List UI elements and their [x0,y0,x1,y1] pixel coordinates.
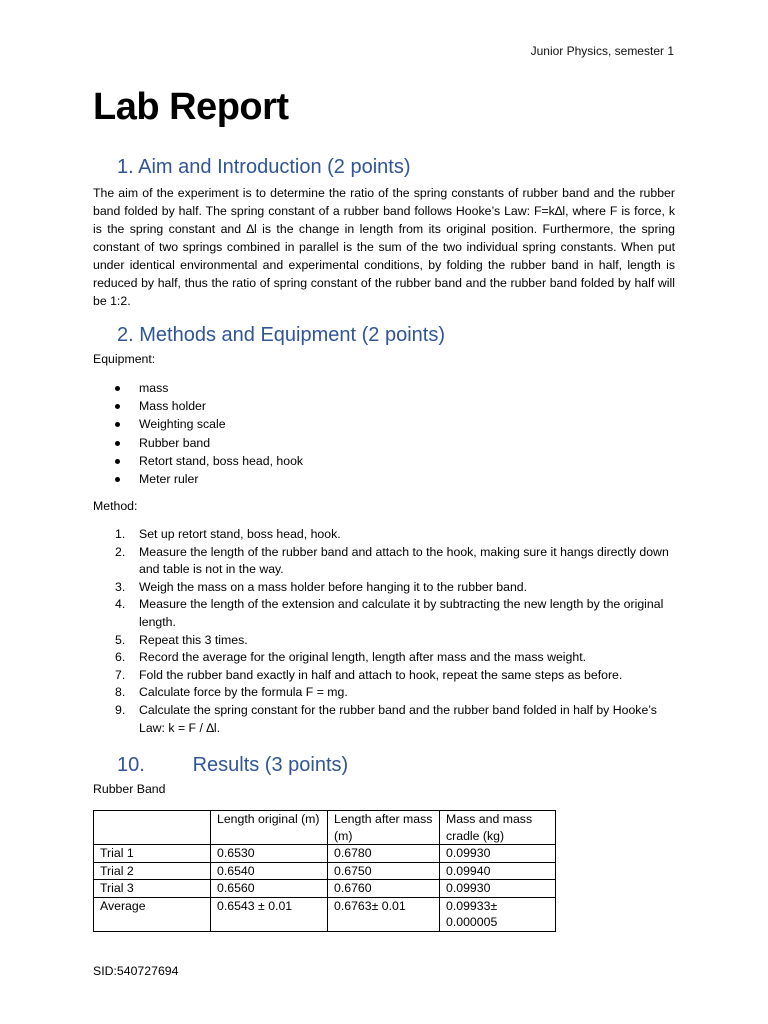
table-cell: 0.09930 [440,880,556,898]
aim-paragraph: The aim of the experiment is to determine the ratio of the spring constants of rubber band and the rubber band folded by half. The spring constant of a rubber band follows Hooke’s Law: F=k∆l, where F is force, k is the spring constant and ∆l is the change in length from its original position. Furthermore, the spring constant of two springs combined in parallel is the sum of the two individual spring constants. When put under identical environmental and experimental conditions, by folding the rubber band in half, length is reduced by half, thus the ratio of spring constant of the rubber band and the rubber band folded by half will be 1:2. [93,186,675,308]
table-cell: Average [94,897,211,931]
bullet-icon [115,459,120,464]
table-cell: 0.09940 [440,862,556,880]
table-header-cell [94,811,211,845]
table-cell: 0.6750 [328,862,440,880]
list-item: 3. Weigh the mass on a mass holder before hanging it to the rubber band. [115,579,528,594]
list-item: Weighting scale [93,415,303,433]
list-item: Meter ruler [93,470,303,488]
table-header-cell: Length original (m) [211,811,328,845]
list-item: mass [93,379,303,397]
list-item: Rubber band [93,434,303,452]
table-row [94,845,556,863]
list-item: 5. Repeat this 3 times. [115,632,248,647]
table-cell: 0.09930 [440,845,556,863]
table-cell: 0.6763± 0.01 [328,897,440,931]
table-cell: Trial 2 [94,862,211,880]
footer-sid: SID:540727694 [93,964,179,978]
table-cell: 0.6540 [211,862,328,880]
bullet-icon [115,477,120,482]
list-item: 4. Measure the length of the extension and calculate it by subtracting the new length by the original length. [115,597,664,629]
list-item: 2. Measure the length of the rubber band and attach to the hook, making sure it hangs directly down and table is not in the way. [115,544,669,577]
table-cell: Trial 1 [94,845,211,863]
list-item: Mass holder [93,397,303,415]
table-cell: 0.09933± 0.000005 [440,897,556,931]
table-cell: 0.6543 ± 0.01 [211,897,328,931]
results-table [93,810,556,932]
list-item: 9. Calculate the spring constant for the rubber band and the rubber band folded in half by Hooke’s Law: k = F / ∆l. [115,702,657,735]
method-steps [93,526,675,737]
list-item: 6. Record the average for the original length, length after mass and the mass weight. [115,650,587,665]
section-aim-title: Aim and Introduction (2 points) [138,156,411,178]
bullet-icon [115,386,120,391]
table-row [94,880,556,898]
table-header-row [94,811,556,845]
table-cell: 0.6560 [211,880,328,898]
table-cell: 0.6760 [328,880,440,898]
table-cell: Trial 3 [94,880,211,898]
table-cell: 0.6780 [328,845,440,863]
section-results-title: Results (3 points) [192,754,349,776]
table-header-cell: Mass and mass cradle (kg) [440,811,556,845]
section-aim-heading [117,156,411,179]
method-label: Method: [93,499,138,513]
table-caption: Rubber Band [93,782,166,796]
section-aim-number: 1. [117,156,134,178]
section-results-number: 10. [117,754,145,776]
list-item: Retort stand, boss head, hook [93,452,303,470]
list-item: 7. Fold the rubber band exactly in half and attach to hook, repeat the same steps as before. [115,667,623,682]
section-methods-number: 2. [117,324,134,346]
bullet-icon [115,404,120,409]
equipment-label: Equipment: [93,352,156,366]
section-methods-title: Methods and Equipment (2 points) [139,324,445,346]
bullet-icon [115,422,120,427]
bullet-icon [115,441,120,446]
section-methods-heading [117,324,445,347]
table-row [94,897,556,931]
section-results-heading [117,754,348,777]
page-title: Lab Report [93,86,289,128]
table-header-cell: Length after mass (m) [328,811,440,845]
list-item: 8. Calculate force by the formula F = mg. [115,685,348,700]
header-course: Junior Physics, semester 1 [530,44,674,58]
list-item: 1. Set up retort stand, boss head, hook. [115,527,341,541]
equipment-list [93,379,303,488]
table-row [94,862,556,880]
table-cell: 0.6530 [211,845,328,863]
